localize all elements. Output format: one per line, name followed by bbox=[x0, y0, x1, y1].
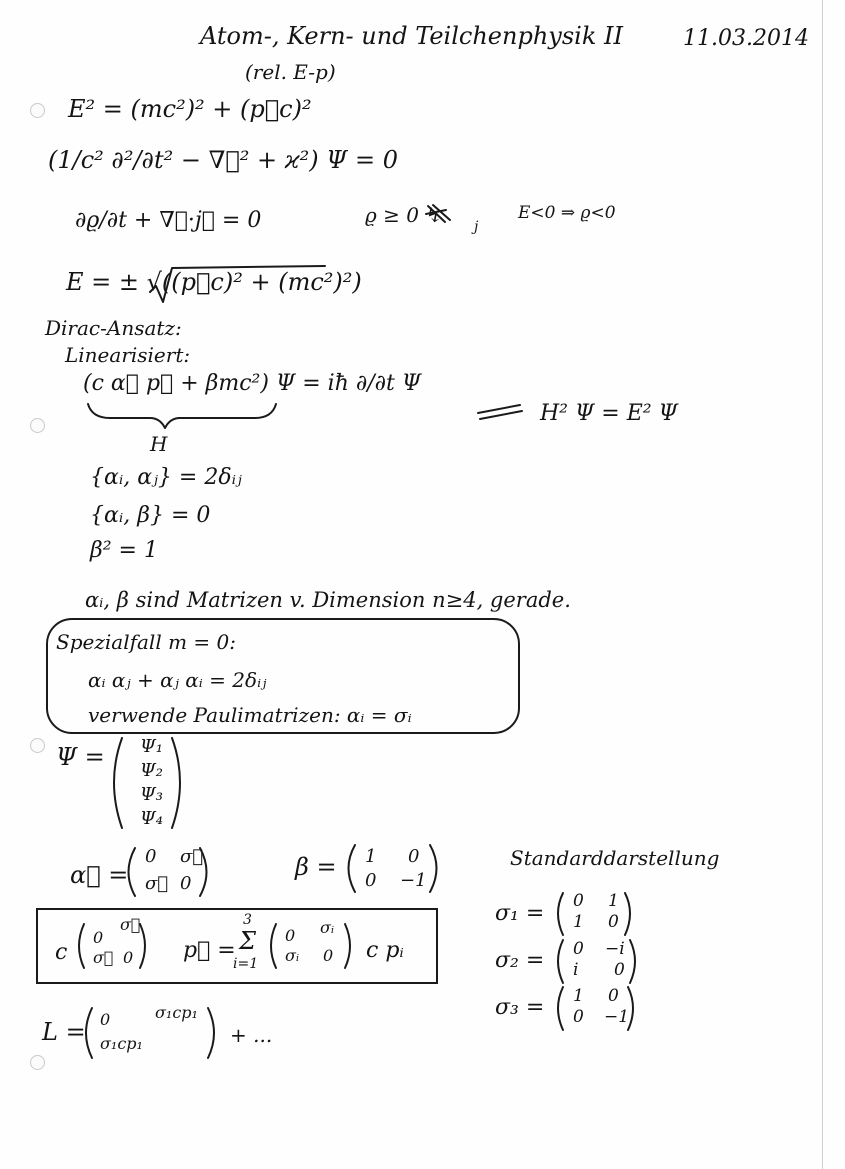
sigma1-left-paren bbox=[558, 893, 563, 935]
sum-upper-limit: 3 bbox=[243, 912, 252, 928]
spinor-right-paren bbox=[172, 738, 180, 828]
scribble-mark bbox=[426, 205, 450, 222]
sigma1-entry: 1 bbox=[608, 891, 619, 911]
sum-lower-limit: i=1 bbox=[233, 956, 259, 972]
boxed-sum-matrix-entry: 0 bbox=[123, 948, 134, 967]
sigma2-entry: i bbox=[573, 960, 579, 980]
spinor-left-paren bbox=[114, 738, 122, 828]
sigma2-entry: 0 bbox=[614, 960, 625, 980]
continuity-equation: ∂ϱ/∂t + ∇⃗·j⃗ = 0 bbox=[75, 208, 262, 233]
sigma2-entry: −i bbox=[605, 939, 625, 959]
sigma3-right-paren bbox=[628, 987, 633, 1030]
boxed-sum-suffix: c pᵢ bbox=[366, 938, 404, 963]
spinor-component: Ψ₁ bbox=[140, 736, 164, 757]
term-matrix-right-paren bbox=[345, 924, 350, 968]
boxed-sum-matrix-entry: σ⃗ bbox=[120, 915, 141, 934]
hamiltonian-label: H bbox=[150, 432, 168, 456]
boxed-sum-term-entry: 0 bbox=[323, 946, 334, 965]
density-note: ϱ ≥ 0 ↯ bbox=[365, 203, 443, 227]
last-line-lhs: L = bbox=[42, 1018, 86, 1046]
beta-left-paren bbox=[349, 845, 356, 892]
strike-through-mark bbox=[478, 405, 522, 419]
last-line-suffix: + ... bbox=[230, 1023, 273, 1047]
last-line-matrix-entry: 0 bbox=[100, 1010, 111, 1029]
sigma1-right-paren bbox=[625, 893, 630, 935]
momentum-vector: p⃗ = bbox=[183, 938, 236, 963]
spinor-component: Ψ₃ bbox=[140, 784, 164, 805]
boxed-sum-term-entry: σᵢ bbox=[320, 918, 335, 937]
alpha-matrix-entry: σ⃗ bbox=[145, 873, 169, 894]
boxed-matrix-left-paren bbox=[79, 924, 84, 968]
lecture-subtitle: (rel. E-p) bbox=[245, 60, 336, 84]
sigma3-entry: 0 bbox=[573, 1007, 584, 1027]
alpha-matrix-entry: 0 bbox=[180, 873, 192, 894]
sigma1-entry: 0 bbox=[608, 912, 619, 932]
alpha-left-paren bbox=[129, 848, 136, 896]
beta-matrix-entry: 0 bbox=[408, 846, 420, 867]
special-case-title: Spezialfall m = 0: bbox=[56, 630, 236, 654]
last-matrix-left-paren bbox=[86, 1008, 92, 1058]
spinor-component: Ψ₂ bbox=[140, 760, 164, 781]
special-case-relation: αᵢ αⱼ + αⱼ αᵢ = 2δᵢⱼ bbox=[88, 668, 267, 692]
sigma1-entry: 0 bbox=[573, 891, 584, 911]
dirac-hamilton-equation: (c α⃗ p⃗ + βmc²) Ψ = iħ ∂/∂t Ψ bbox=[83, 371, 422, 396]
negative-energy-note: E<0 ⇒ ϱ<0 bbox=[518, 203, 616, 223]
boxed-sum-term-entry: σᵢ bbox=[285, 946, 300, 965]
sigma2-lhs: σ₂ = bbox=[495, 948, 545, 973]
pauli-matrices-note: verwende Paulimatrizen: αᵢ = σᵢ bbox=[88, 703, 412, 727]
linearized-heading: Linearisiert: bbox=[65, 343, 191, 367]
boxed-sum-prefix: c bbox=[55, 940, 68, 965]
hamiltonian-squared: H² Ψ = E² Ψ bbox=[540, 401, 678, 426]
standard-representation-heading: Standarddarstellung bbox=[510, 846, 720, 870]
sigma2-left-paren bbox=[558, 940, 563, 983]
last-line-matrix-entry: σ₁cp₁ bbox=[100, 1034, 143, 1053]
alpha-matrix-entry: 0 bbox=[145, 846, 157, 867]
sigma3-entry: 0 bbox=[608, 986, 619, 1006]
dirac-heading: Dirac-Ansatz: bbox=[45, 316, 182, 340]
sigma3-lhs: σ₃ = bbox=[495, 995, 545, 1020]
sigma3-entry: −1 bbox=[604, 1007, 630, 1027]
beta-matrix-entry: −1 bbox=[400, 870, 427, 891]
boxed-matrix-right-paren bbox=[140, 924, 145, 968]
klein-gordon-equation: (1/c² ∂²/∂t² − ∇⃗² + ϰ²) Ψ = 0 bbox=[48, 146, 398, 174]
beta-right-paren bbox=[430, 845, 437, 892]
sqrt-stroke bbox=[150, 266, 325, 302]
alpha-beta-anticommutator: {αᵢ, β} = 0 bbox=[90, 503, 211, 528]
lecture-title: Atom-, Kern- und Teilchenphysik II bbox=[200, 22, 623, 50]
energy-momentum-relation: E² = (mc²)² + (p⃗c)² bbox=[68, 95, 312, 123]
alpha-matrix-entry: σ⃗ bbox=[180, 846, 204, 867]
boxed-sum-matrix-entry: σ⃗ bbox=[93, 948, 114, 967]
sigma2-right-paren bbox=[630, 940, 635, 983]
matrix-dimension-note: αᵢ, β sind Matrizen v. Dimension n≥4, gerade. bbox=[85, 588, 571, 612]
last-matrix-right-paren bbox=[208, 1008, 214, 1058]
alpha-anticommutator: {αᵢ, αⱼ} = 2δᵢⱼ bbox=[90, 465, 242, 490]
spinor-component: Ψ₄ bbox=[140, 808, 164, 829]
alpha-right-paren bbox=[200, 848, 207, 896]
underbrace bbox=[88, 404, 276, 428]
beta-matrix-lhs: β = bbox=[295, 853, 337, 881]
last-line-matrix-entry: σ₁cp₁ bbox=[155, 1003, 198, 1022]
beta-squared: β² = 1 bbox=[90, 538, 158, 563]
term-matrix-left-paren bbox=[271, 924, 276, 968]
boxed-sum-term-entry: 0 bbox=[285, 926, 296, 945]
sum-symbol: Σ bbox=[239, 927, 256, 955]
sigma1-entry: 1 bbox=[573, 912, 584, 932]
sigma1-lhs: σ₁ = bbox=[495, 901, 545, 926]
density-note-subscript: j bbox=[474, 219, 479, 235]
sigma3-left-paren bbox=[558, 987, 563, 1030]
lecture-date: 11.03.2014 bbox=[683, 26, 809, 51]
spinor-lhs: Ψ = bbox=[56, 743, 105, 771]
sigma2-entry: 0 bbox=[573, 939, 584, 959]
beta-matrix-entry: 1 bbox=[365, 846, 377, 867]
boxed-sum-matrix-entry: 0 bbox=[93, 928, 104, 947]
sigma3-entry: 1 bbox=[573, 986, 584, 1006]
energy-square-root: E = ± √((p⃗c)² + (mc²)²) bbox=[66, 268, 362, 296]
beta-matrix-entry: 0 bbox=[365, 870, 377, 891]
alpha-matrix-lhs: α⃗ = bbox=[70, 861, 129, 889]
